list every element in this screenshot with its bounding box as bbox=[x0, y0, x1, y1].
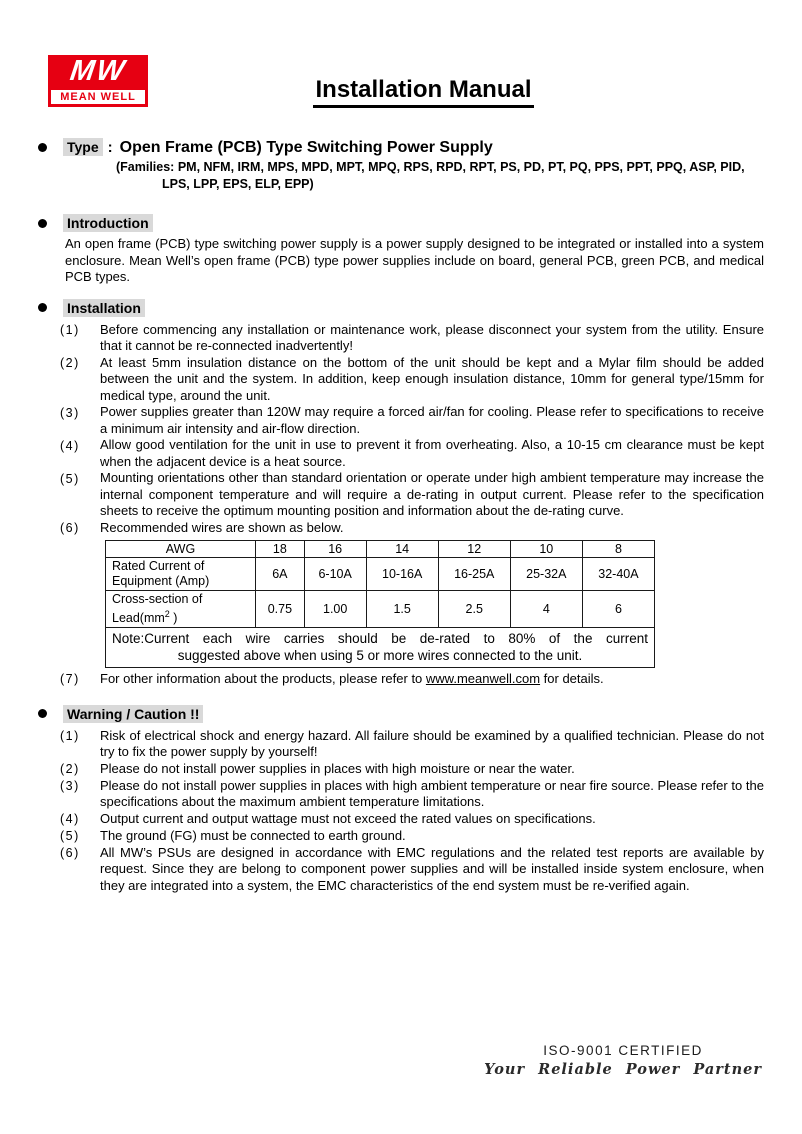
header bbox=[38, 0, 764, 125]
list-item bbox=[60, 778, 764, 811]
item-number: (1) bbox=[60, 729, 80, 744]
table-cell: 2.5 bbox=[438, 590, 510, 627]
item-number: (5) bbox=[60, 471, 80, 486]
superscript: 2 bbox=[164, 608, 170, 619]
table-note bbox=[106, 627, 655, 667]
recommended-wires-table bbox=[105, 540, 655, 668]
item-text bbox=[100, 671, 764, 688]
type-colon: : bbox=[107, 139, 113, 156]
type-families bbox=[116, 159, 764, 193]
bullet-icon bbox=[38, 143, 47, 152]
awg-header-cell: AWG bbox=[106, 540, 256, 557]
table-cell: 16-25A bbox=[438, 557, 510, 590]
section-heading-warning bbox=[38, 705, 764, 723]
list-item bbox=[60, 322, 764, 355]
item-number: (2) bbox=[60, 356, 80, 370]
row-label-cell: Rated Current of Equipment (Amp) bbox=[106, 557, 256, 590]
warning-label: Warning / Caution !! bbox=[63, 705, 203, 723]
rated-current-row bbox=[106, 557, 655, 590]
item-number: (1) bbox=[60, 323, 80, 337]
section-heading-introduction bbox=[38, 214, 764, 232]
list-item bbox=[60, 520, 764, 537]
logo-mw-monogram: MW bbox=[68, 55, 129, 87]
item-number: (2) bbox=[60, 762, 80, 777]
table-cell: 4 bbox=[510, 590, 582, 627]
section-heading-type bbox=[38, 138, 764, 157]
item-number: (4) bbox=[60, 812, 80, 827]
list-item bbox=[60, 355, 764, 405]
families-line-2: LPS, LPP, EPS, ELP, EPP) bbox=[162, 177, 314, 191]
item-number: (5) bbox=[60, 829, 80, 844]
bullet-icon bbox=[38, 303, 47, 312]
table-cell: 25-32A bbox=[510, 557, 582, 590]
item-text: At least 5mm insulation distance on the bottom of the unit should be kept and a Mylar film should be added between the unit and the system. In addition, keep enough insulation distance, 10mm for general type/15mm for medical type, around the unit. bbox=[100, 354, 764, 403]
list-item bbox=[60, 404, 764, 437]
awg-value-cell: 14 bbox=[366, 540, 438, 557]
item-text: The ground (FG) must be connected to earth ground. bbox=[100, 827, 406, 843]
title-wrap bbox=[38, 76, 764, 108]
item-text: All MW’s PSUs are designed in accordance with EMC regulations and the related test reports are available by request. Since they are belong to component power supplies and will be installed inside system enclosure, when they are integrated into a system, the EMC characteristics of the end system must be re-verified again. bbox=[100, 844, 764, 893]
iso-certified-text: ISO-9001 CERTIFIED bbox=[543, 1043, 703, 1058]
cross-section-row bbox=[106, 590, 655, 627]
type-heading: Open Frame (PCB) Type Switching Power Supply bbox=[119, 139, 493, 156]
list-item bbox=[60, 761, 764, 778]
table-cell: 10-16A bbox=[366, 557, 438, 590]
item-text: Risk of electrical shock and energy hazard. All failure should be examined by a qualified technician. Please do not try to fix the power supply by yourself! bbox=[100, 727, 764, 760]
list-item bbox=[60, 728, 764, 761]
slogan-text: Your Reliable Power Partner bbox=[484, 1061, 762, 1078]
awg-value-cell: 8 bbox=[582, 540, 654, 557]
list-item bbox=[60, 811, 764, 828]
note-line-2: suggested above when using 5 or more wires connected to the unit. bbox=[177, 647, 583, 663]
row-label-text: Cross-section of Lead(mm bbox=[112, 591, 203, 625]
item-text: Recommended wires are shown as below. bbox=[100, 519, 344, 535]
item-number: (3) bbox=[60, 405, 80, 420]
item-text: Please do not install power supplies in places with high ambient temperature or near fire source. Please refer to the specifications about the maximum ambient temperature limitations. bbox=[100, 777, 764, 810]
item-text: Allow good ventilation for the unit in use to prevent it from overheating. Also, a 10-15 cm clearance must be kept when the adjacent device is a heat source. bbox=[100, 437, 764, 469]
item-number: (7) bbox=[60, 672, 80, 687]
table-cell: 6-10A bbox=[304, 557, 366, 590]
meanwell-website-link[interactable]: www.meanwell.com bbox=[425, 670, 541, 686]
row-label-cell bbox=[106, 590, 256, 627]
footer bbox=[484, 1043, 764, 1078]
logo-brand-name: MEAN WELL bbox=[51, 90, 145, 104]
bullet-icon bbox=[38, 709, 47, 718]
table-cell: 1.5 bbox=[366, 590, 438, 627]
awg-value-cell: 10 bbox=[510, 540, 582, 557]
item-text: Output current and output wattage must not exceed the rated values on specifications. bbox=[100, 810, 596, 826]
type-label: Type bbox=[63, 138, 103, 156]
families-line-1: (Families: PM, NFM, IRM, MPS, MPD, MPT, MPQ, RPS, RPD, RPT, PS, PD, PT, PQ, PPS, PPT, PPQ, ASP, PID, bbox=[116, 160, 745, 174]
section-heading-installation bbox=[38, 299, 764, 317]
awg-value-cell: 18 bbox=[256, 540, 305, 557]
item-text-segment: For other information about the products, please refer to bbox=[100, 670, 426, 686]
page-title: Installation Manual bbox=[313, 76, 533, 108]
table-header-row bbox=[106, 540, 655, 557]
item-text: Power supplies greater than 120W may require a forced air/fan for cooling. Please refer to specifications to receive a minimum air intensity and air-flow direction. bbox=[100, 404, 764, 436]
warning-items bbox=[38, 728, 764, 895]
item-number: (3) bbox=[60, 779, 80, 794]
installation-label: Installation bbox=[63, 299, 145, 317]
table-cell: 6 bbox=[582, 590, 654, 627]
item-number: (4) bbox=[60, 438, 80, 453]
table-cell: 0.75 bbox=[256, 590, 305, 627]
note-row bbox=[106, 627, 655, 667]
bullet-icon bbox=[38, 219, 47, 228]
item-number: (6) bbox=[60, 521, 80, 535]
list-item bbox=[60, 437, 764, 470]
row-label-text: ) bbox=[169, 610, 178, 625]
item-text-segment: for details. bbox=[540, 670, 604, 686]
installation-items bbox=[38, 322, 764, 537]
item-text: Please do not install power supplies in places with high moisture or near the water. bbox=[100, 760, 575, 776]
introduction-label: Introduction bbox=[63, 214, 153, 232]
item-text: Mounting orientations other than standard orientation or operate under high ambient temperature may increase the internal component temperature and will require a de-rating in output current. Please refer to the specification sheets to receive the optimum mounting position and information about the de-rating curve. bbox=[100, 470, 764, 518]
list-item bbox=[60, 470, 764, 520]
item-number: (6) bbox=[60, 846, 80, 861]
list-item bbox=[60, 845, 764, 895]
introduction-paragraph: An open frame (PCB) type switching power supply is a power supply designed to be integrated or installed into a system enclosure. Mean Well’s open frame (PCB) type power supplies include on board, general PCB, green PCB, and medical PCB types. bbox=[65, 236, 764, 284]
awg-value-cell: 12 bbox=[438, 540, 510, 557]
table-cell: 32-40A bbox=[582, 557, 654, 590]
note-line-1: Note:Current each wire carries should be de-rated to 80% of the current bbox=[112, 630, 648, 646]
table-cell: 6A bbox=[256, 557, 305, 590]
item-text: Before commencing any installation or maintenance work, please disconnect your system from the utility. Ensure that it cannot be re-connected inadvertently! bbox=[100, 321, 764, 353]
list-item bbox=[60, 671, 764, 688]
awg-value-cell: 16 bbox=[304, 540, 366, 557]
list-item bbox=[60, 828, 764, 845]
table-cell: 1.00 bbox=[304, 590, 366, 627]
